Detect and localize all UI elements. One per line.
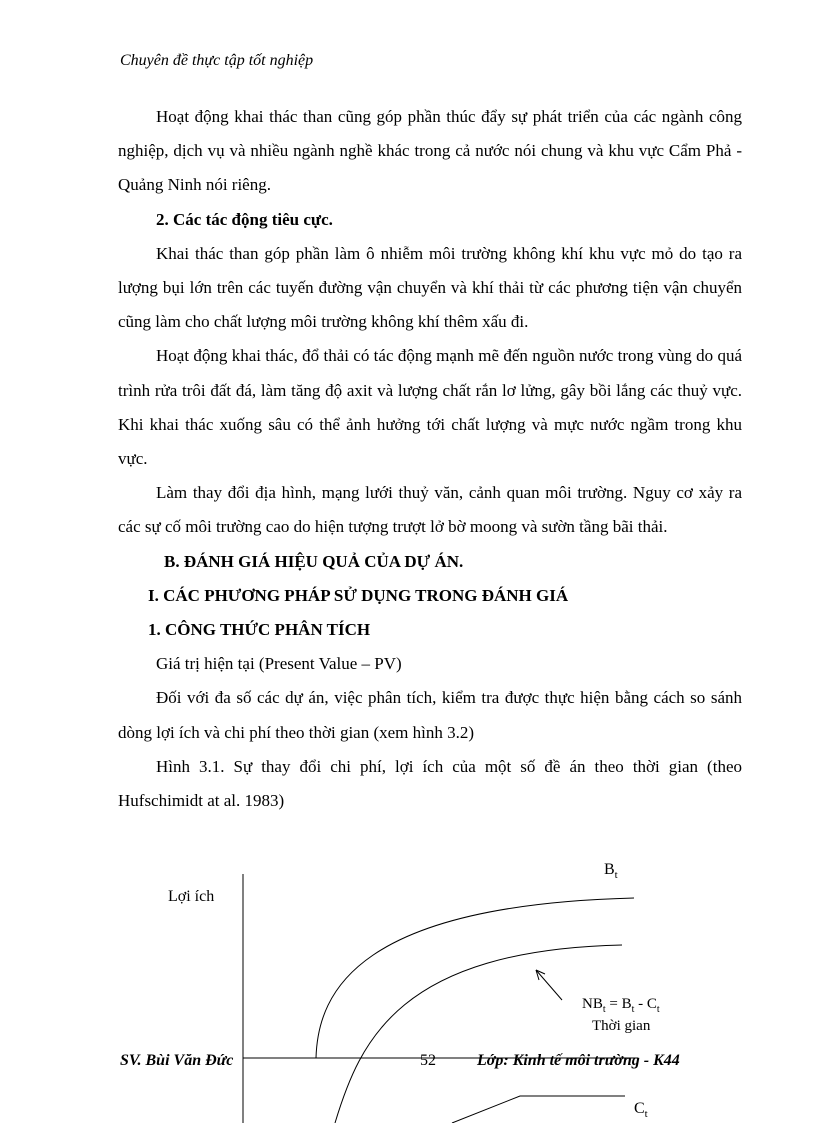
section-heading: 1. CÔNG THỨC PHÂN TÍCH xyxy=(148,620,371,640)
paragraph: Đối với đa số các dự án, việc phân tích, kiểm tra được thực hiện bằng cách so sánh dòng lợi ích và chi phí theo thời gian (xem hình 3.2) xyxy=(118,688,742,742)
cost-label-sub: t xyxy=(644,1108,648,1121)
body-text xyxy=(118,100,742,818)
paragraph: Hoạt động khai thác than cũng góp phần thúc đẩy sự phát triển của các ngành công nghiệp, dịch vụ và nhiều ngành nghề khác trong cả nước nói chung và khu vực Cẩm Phả - Quảng Ninh nói riêng. xyxy=(118,107,742,195)
net-benefit-label xyxy=(582,996,660,1015)
benefit-label xyxy=(604,861,618,881)
benefit-label-base: B xyxy=(604,861,615,878)
nb-eq: = xyxy=(609,996,618,1012)
footer-class: Lớp: Kinh tế môi trường - K44 xyxy=(477,1052,680,1069)
paragraph: Làm thay đổi địa hình, mạng lưới thuỷ văn, cảnh quan môi trường. Nguy cơ xảy ra các sự cố môi trường cao do hiện tượng trượt lở bờ moong và sườn tầng bãi thải. xyxy=(118,483,742,537)
nb-c-base: C xyxy=(646,996,657,1012)
arrow-line xyxy=(536,970,562,1000)
paragraph: Khai thác than góp phần làm ô nhiễm môi trường không khí khu vực mỏ do tạo ra lượng bụi lớn trên các tuyến đường vận chuyển và khí thải từ các phương tiện vận chuyển cũng làm cho chất lượng môi trường không khí thêm xấu đi. xyxy=(118,243,742,332)
figure-caption: Hình 3.1. Sự thay đổi chi phí, lợi ích của một số đề án theo thời gian (theo Hufschimidt at al. 1983) xyxy=(118,756,742,811)
cost-label xyxy=(634,1100,648,1120)
net-benefit-curve xyxy=(335,945,622,1123)
benefit-label-sub: t xyxy=(614,869,618,882)
benefit-curve xyxy=(316,898,634,1058)
section-heading: 2. Các tác động tiêu cực. xyxy=(156,209,333,229)
cost-label-base: C xyxy=(634,1100,645,1117)
paragraph: Giá trị hiện tại (Present Value – PV) xyxy=(156,654,402,674)
paragraph: Hoạt động khai thác, đổ thải có tác động mạnh mẽ đến nguồn nước trong vùng do quá trình rửa trôi đất đá, làm tăng độ axit và lượng chất rắn lơ lửng, gây bồi lắng các thuỷ vực. Khi khai thác xuống sâu có thể ảnh hưởng tới chất lượng và mực nước ngầm trong khu vực. xyxy=(118,346,742,469)
x-axis-label: Thời gian xyxy=(592,1018,651,1034)
arrow-head xyxy=(536,970,545,980)
y-axis-label: Lợi ích xyxy=(168,888,215,905)
nb-base: NB xyxy=(582,996,603,1012)
section-heading: I. CÁC PHƯƠNG PHÁP SỬ DỤNG TRONG ĐÁNH GIÁ xyxy=(148,585,569,605)
nb-sub: t xyxy=(602,1004,606,1015)
nb-minus: - xyxy=(638,996,644,1012)
cost-curve xyxy=(452,1096,625,1123)
page-header: Chuyên đề thực tập tốt nghiệp xyxy=(120,52,314,69)
nb-c-sub: t xyxy=(656,1004,660,1015)
footer-author: SV. Bùi Văn Đức xyxy=(120,1052,234,1069)
footer-page-number: 52 xyxy=(420,1052,436,1069)
nb-b-base: B xyxy=(621,996,632,1012)
nb-b-sub: t xyxy=(631,1004,635,1015)
section-heading: B. ĐÁNH GIÁ HIỆU QUẢ CỦA DỰ ÁN. xyxy=(164,551,464,571)
